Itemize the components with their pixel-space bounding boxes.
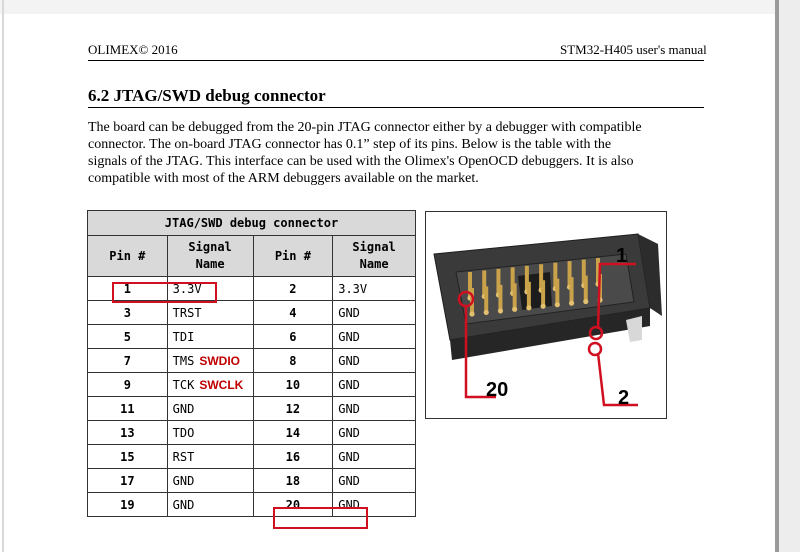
pin-number-cell [88,469,168,493]
connector-pin [584,276,588,302]
table-row [88,349,416,373]
connector-pin-tip [569,301,574,306]
pin-number-cell-text: 17 [120,473,135,488]
table-title: JTAG/SWD debug connector [88,211,416,236]
signal-name-cell-text: GND [338,305,360,320]
header-line: Signal [188,240,232,254]
connector-pin [484,286,488,312]
pin-number-cell [253,469,333,493]
table-row [88,397,416,421]
column-header-signal [333,236,416,277]
table-row [88,373,416,397]
signal-name-cell-text: TMS [172,353,195,368]
signal-name-cell [167,325,253,349]
pin-number-cell [88,421,168,445]
signal-name-cell-text: 3.3V [172,281,202,296]
connector-pin-tip [541,304,546,309]
signal-name-cell [167,349,253,373]
signal-name-cell [333,397,416,421]
column-header-signal [167,236,253,277]
pin-number-cell-text: 6 [289,329,297,344]
signal-name-cell [167,397,253,421]
signal-name-cell [167,445,253,469]
signal-name-cell [333,445,416,469]
swd-signal-label: SWDIO [199,353,240,368]
body-paragraph [88,119,713,187]
connector-pin [498,285,502,311]
pin-number-cell [88,397,168,421]
header-line: Signal [352,240,396,254]
connector-pin-tip [583,299,588,304]
pin-number-cell [253,349,333,373]
signal-name-cell-text: GND [172,473,195,488]
connector-pin [570,277,574,303]
pin-number-cell-text: 15 [120,449,135,464]
paragraph-line: compatible with most of the ARM debuggers available on the market. [88,171,479,186]
signal-name-cell-text: GND [338,425,360,440]
signal-name-cell [333,301,416,325]
signal-name-cell [333,325,416,349]
connector-pin-tip [555,302,560,307]
signal-name-cell-text: TDI [172,329,195,344]
signal-name-cell [333,373,416,397]
signal-name-cell-text: TDO [172,425,195,440]
table-row [88,445,416,469]
pin-number-cell-text: 10 [285,377,301,392]
section-rule [88,107,704,108]
header-line: Name [359,257,389,271]
connector-pin [541,280,545,306]
column-header-pin: Pin # [88,236,168,277]
signal-name-cell-text: RST [172,449,195,464]
paragraph-line: connector. The on-board JTAG connector has 0.1” step of its pins. Below is the table with the [88,137,612,152]
pin-number-cell [253,421,333,445]
pin-number-cell [88,373,168,397]
signal-name-cell [333,349,416,373]
paragraph-line: signals of the JTAG. This interface can be used with the Olimex's OpenOCD debuggers. It is also [88,154,634,169]
pin-number-cell [88,301,168,325]
pin-number-cell-text: 11 [120,401,135,416]
connector-pin-tip [498,308,503,313]
pin-number-cell [253,397,333,421]
pin-number-cell [253,373,333,397]
table-row [88,325,416,349]
connector-pin-tip [526,305,531,310]
connector-pin-tip [469,311,474,316]
signal-name-cell [167,469,253,493]
header-rule [88,60,704,61]
pin-20-highlight [273,507,368,529]
pin-number-cell-text: 7 [123,353,131,368]
swd-signal-label: SWCLK [199,377,244,392]
connector-pin [513,283,517,309]
pinout-table [87,210,416,517]
viewer-top-gap [0,0,800,14]
pin-number-cell-text: 4 [289,305,297,320]
table-row [88,301,416,325]
pin-number-cell-text: 20 [285,497,301,512]
signal-name-cell-text: GND [338,377,360,392]
signal-name-cell-text: GND [172,401,195,416]
signal-name-cell [333,469,416,493]
signal-name-cell [167,301,253,325]
table-row [88,469,416,493]
signal-name-cell-text: TRST [172,305,202,320]
pin-number-cell [253,445,333,469]
signal-name-cell [167,493,253,517]
pin-number-cell-text: 8 [289,353,297,368]
running-header-right: STM32-H405 user's manual [560,42,707,57]
connector-illustration [426,212,666,418]
section-title: 6.2 JTAG/SWD debug connector [88,86,326,105]
page-left-edge [2,0,4,552]
header-line: Name [195,257,225,271]
connector-pin-tip [484,310,489,315]
pin-number-cell [253,301,333,325]
paragraph-line: The board can be debugged from the 20-pin JTAG connector either by a debugger with compatible [88,120,642,135]
pin-number-cell-text: 13 [120,425,135,440]
pin-number-cell-text: 16 [285,449,301,464]
pin-number-cell-text: 5 [123,329,131,344]
pin-number-cell-text: 14 [285,425,301,440]
pin-number-cell [253,277,333,301]
pin-number-cell-text: 1 [123,281,131,296]
pin-number-cell-text: 2 [289,281,297,296]
signal-name-cell [167,373,253,397]
pin-number-cell [88,493,168,517]
signal-name-cell-text: GND [338,329,360,344]
connector-pin-tip [512,307,517,312]
connector-photo [425,211,667,419]
table-row [88,421,416,445]
pin-number-cell-text: 9 [123,377,131,392]
callout-1-label: 1 [616,245,628,267]
signal-name-cell-text: 3.3V [338,281,368,296]
signal-name-cell-text: GND [172,497,195,512]
callout-20-label: 20 [486,379,509,401]
pin-number-cell-text: 18 [285,473,301,488]
connector-pin [555,279,559,305]
pin-number-cell-text: 19 [120,497,135,512]
running-header-left: OLIMEX© 2016 [88,42,178,57]
signal-name-cell [167,421,253,445]
pin-number-cell [88,445,168,469]
signal-name-cell-text: GND [338,473,360,488]
pin-number-cell-text: 3 [123,305,131,320]
viewer-right-margin [779,0,800,552]
signal-name-cell-text: GND [338,401,360,416]
pin-1-highlight [112,282,217,303]
connector-pin [527,282,531,308]
signal-name-cell [333,421,416,445]
pin-number-cell-text: 12 [285,401,301,416]
callout-2-label: 2 [618,387,630,409]
signal-name-cell [333,277,416,301]
pin-number-cell [88,325,168,349]
pin-number-cell [253,325,333,349]
signal-name-cell-text: GND [338,449,360,464]
signal-name-cell-text: TCK [172,377,195,392]
signal-name-cell-text: GND [338,353,360,368]
column-header-pin: Pin # [253,236,333,277]
pin-number-cell [88,349,168,373]
signal-name-cell-text: GND [338,497,360,512]
